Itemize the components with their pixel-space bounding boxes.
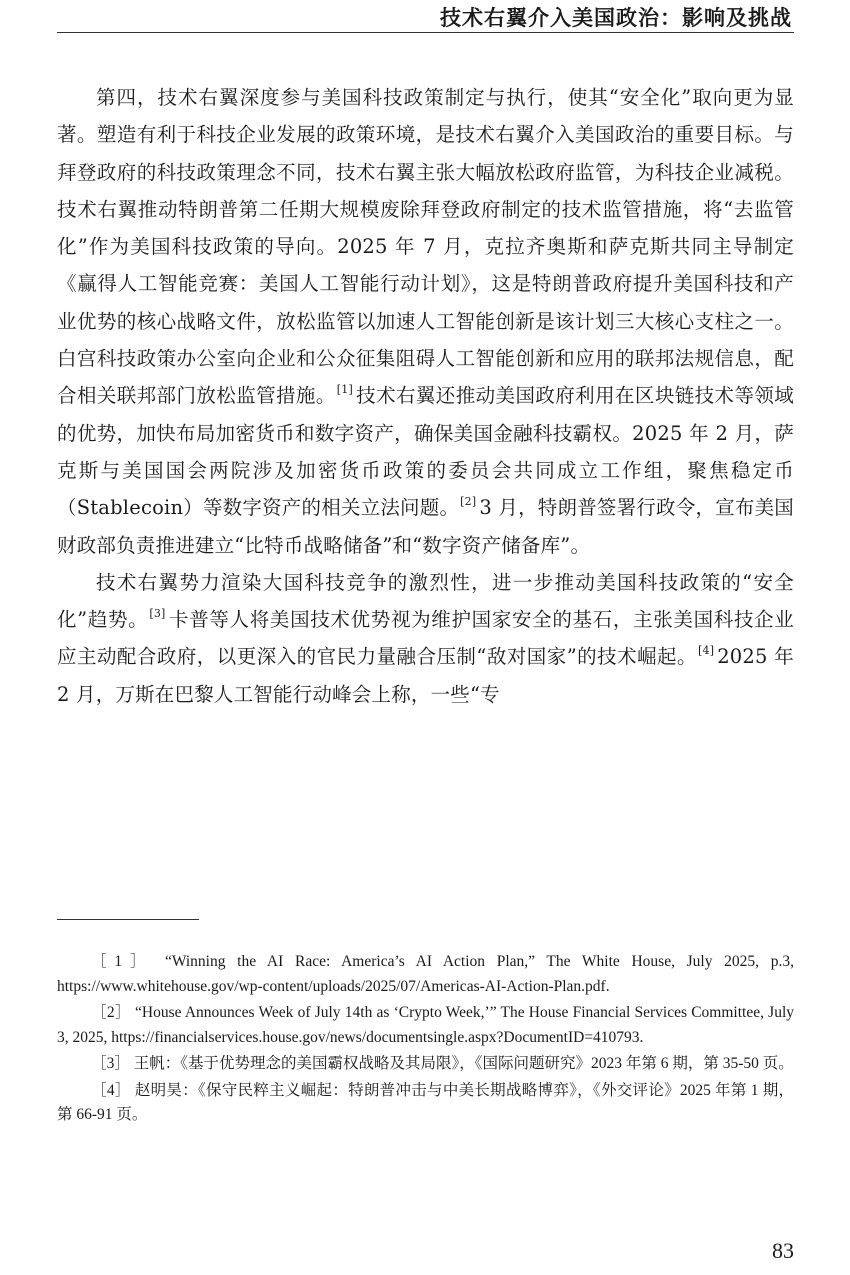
paragraph-1-text-b: 技术右翼还推动美国政府利用在区块链技术等领域的优势，加快布局加密货币和数字资产，确保美国金融科技霸权。2025 年 2 月，萨克斯与美国国会两院涉及加密货币政策的委员会共同成立工作组，聚焦稳定币（Stablecoin）等数字资产的相关立法问题。 — [57, 384, 794, 520]
paragraph-2-text-b: 卡普等人将美国技术优势视为维护国家安全的基石，主张美国科技企业应主动配合政府，以更深入的官民力量融合压制“敌对国家”的技术崛起。 — [57, 608, 794, 669]
paragraph-1 — [57, 79, 794, 564]
paragraph-2 — [57, 564, 794, 713]
footnotes — [57, 950, 794, 1130]
footnote-divider — [57, 919, 199, 920]
footnote-ref-3[interactable]: [3] — [149, 607, 166, 621]
footnote-1: ［1］ “Winning the AI Race: America’s AI Action Plan,” The White House, July 2025, p.3, https://www.whitehouse.gov/wp-content/uploads/2025/07/Americas-AI-Action-Plan.pdf. — [57, 953, 794, 995]
body-text — [57, 79, 794, 713]
running-title: 技术右翼介入美国政治：影响及挑战 — [440, 6, 792, 30]
footnote-ref-2[interactable]: [2] — [460, 495, 477, 509]
running-header — [57, 2, 794, 33]
paragraph-2-text-a: 技术右翼势力渲染大国科技竞争的激烈性，进一步推动美国科技政策的“安全化”趋势。 — [57, 570, 794, 632]
footnote-4: ［4］ 赵明昊：《保守民粹主义崛起：特朗普冲击与中美长期战略博弈》，《外交评论》2025 年第 1 期，第 66-91 页。 — [57, 1081, 794, 1123]
paragraph-2-text-c: 2025 年 2 月，万斯在巴黎人工智能行动峰会上称，一些“专 — [57, 645, 794, 706]
footnote-ref-1[interactable]: [1] — [336, 383, 353, 397]
page-number: 83 — [772, 1238, 794, 1263]
footnote-3: ［3］ 王帆：《基于优势理念的美国霸权战略及其局限》，《国际问题研究》2023 年第 6 期，第 35-50 页。 — [91, 1055, 794, 1072]
paragraph-1-text-a: 第四，技术右翼深度参与美国科技政策制定与执行，使其“安全化”取向更为显著。塑造有利于科技企业发展的政策环境，是技术右翼介入美国政治的重要目标。与拜登政府的科技政策理念不同，技术右翼主张大幅放松政府监管，为科技企业减税。技术右翼推动特朗普第二任期大规模废除拜登政府制定的技术监管措施，将“去监管化”作为美国科技政策的导向。2025 年 7 月，克拉齐奥斯和萨克斯共同主导制定《赢得人工智能竞赛：美国人工智能行动计划》，这是特朗普政府提升美国科技和产业优势的核心战略文件，放松监管以加速人工智能创新是该计划三大核心支柱之一。白宫科技政策办公室向企业和公众征集阻碍人工智能创新和应用的联邦法规信息，配合相关联邦部门放松监管措施。 — [57, 86, 794, 408]
paragraph-1-text-c: 3 月，特朗普签署行政令，宣布美国财政部负责推进建立“比特币战略储备”和“数字资产储备库”。 — [57, 496, 794, 557]
footnote-ref-4[interactable]: [4] — [698, 644, 715, 658]
footnote-2: ［2］ “House Announces Week of July 14th as ‘Crypto Week,’” The House Financial Services Committee, July 3, 2025, https://financialservices.house.gov/news/documentsingle.aspx?DocumentID=410793. — [57, 1004, 794, 1046]
